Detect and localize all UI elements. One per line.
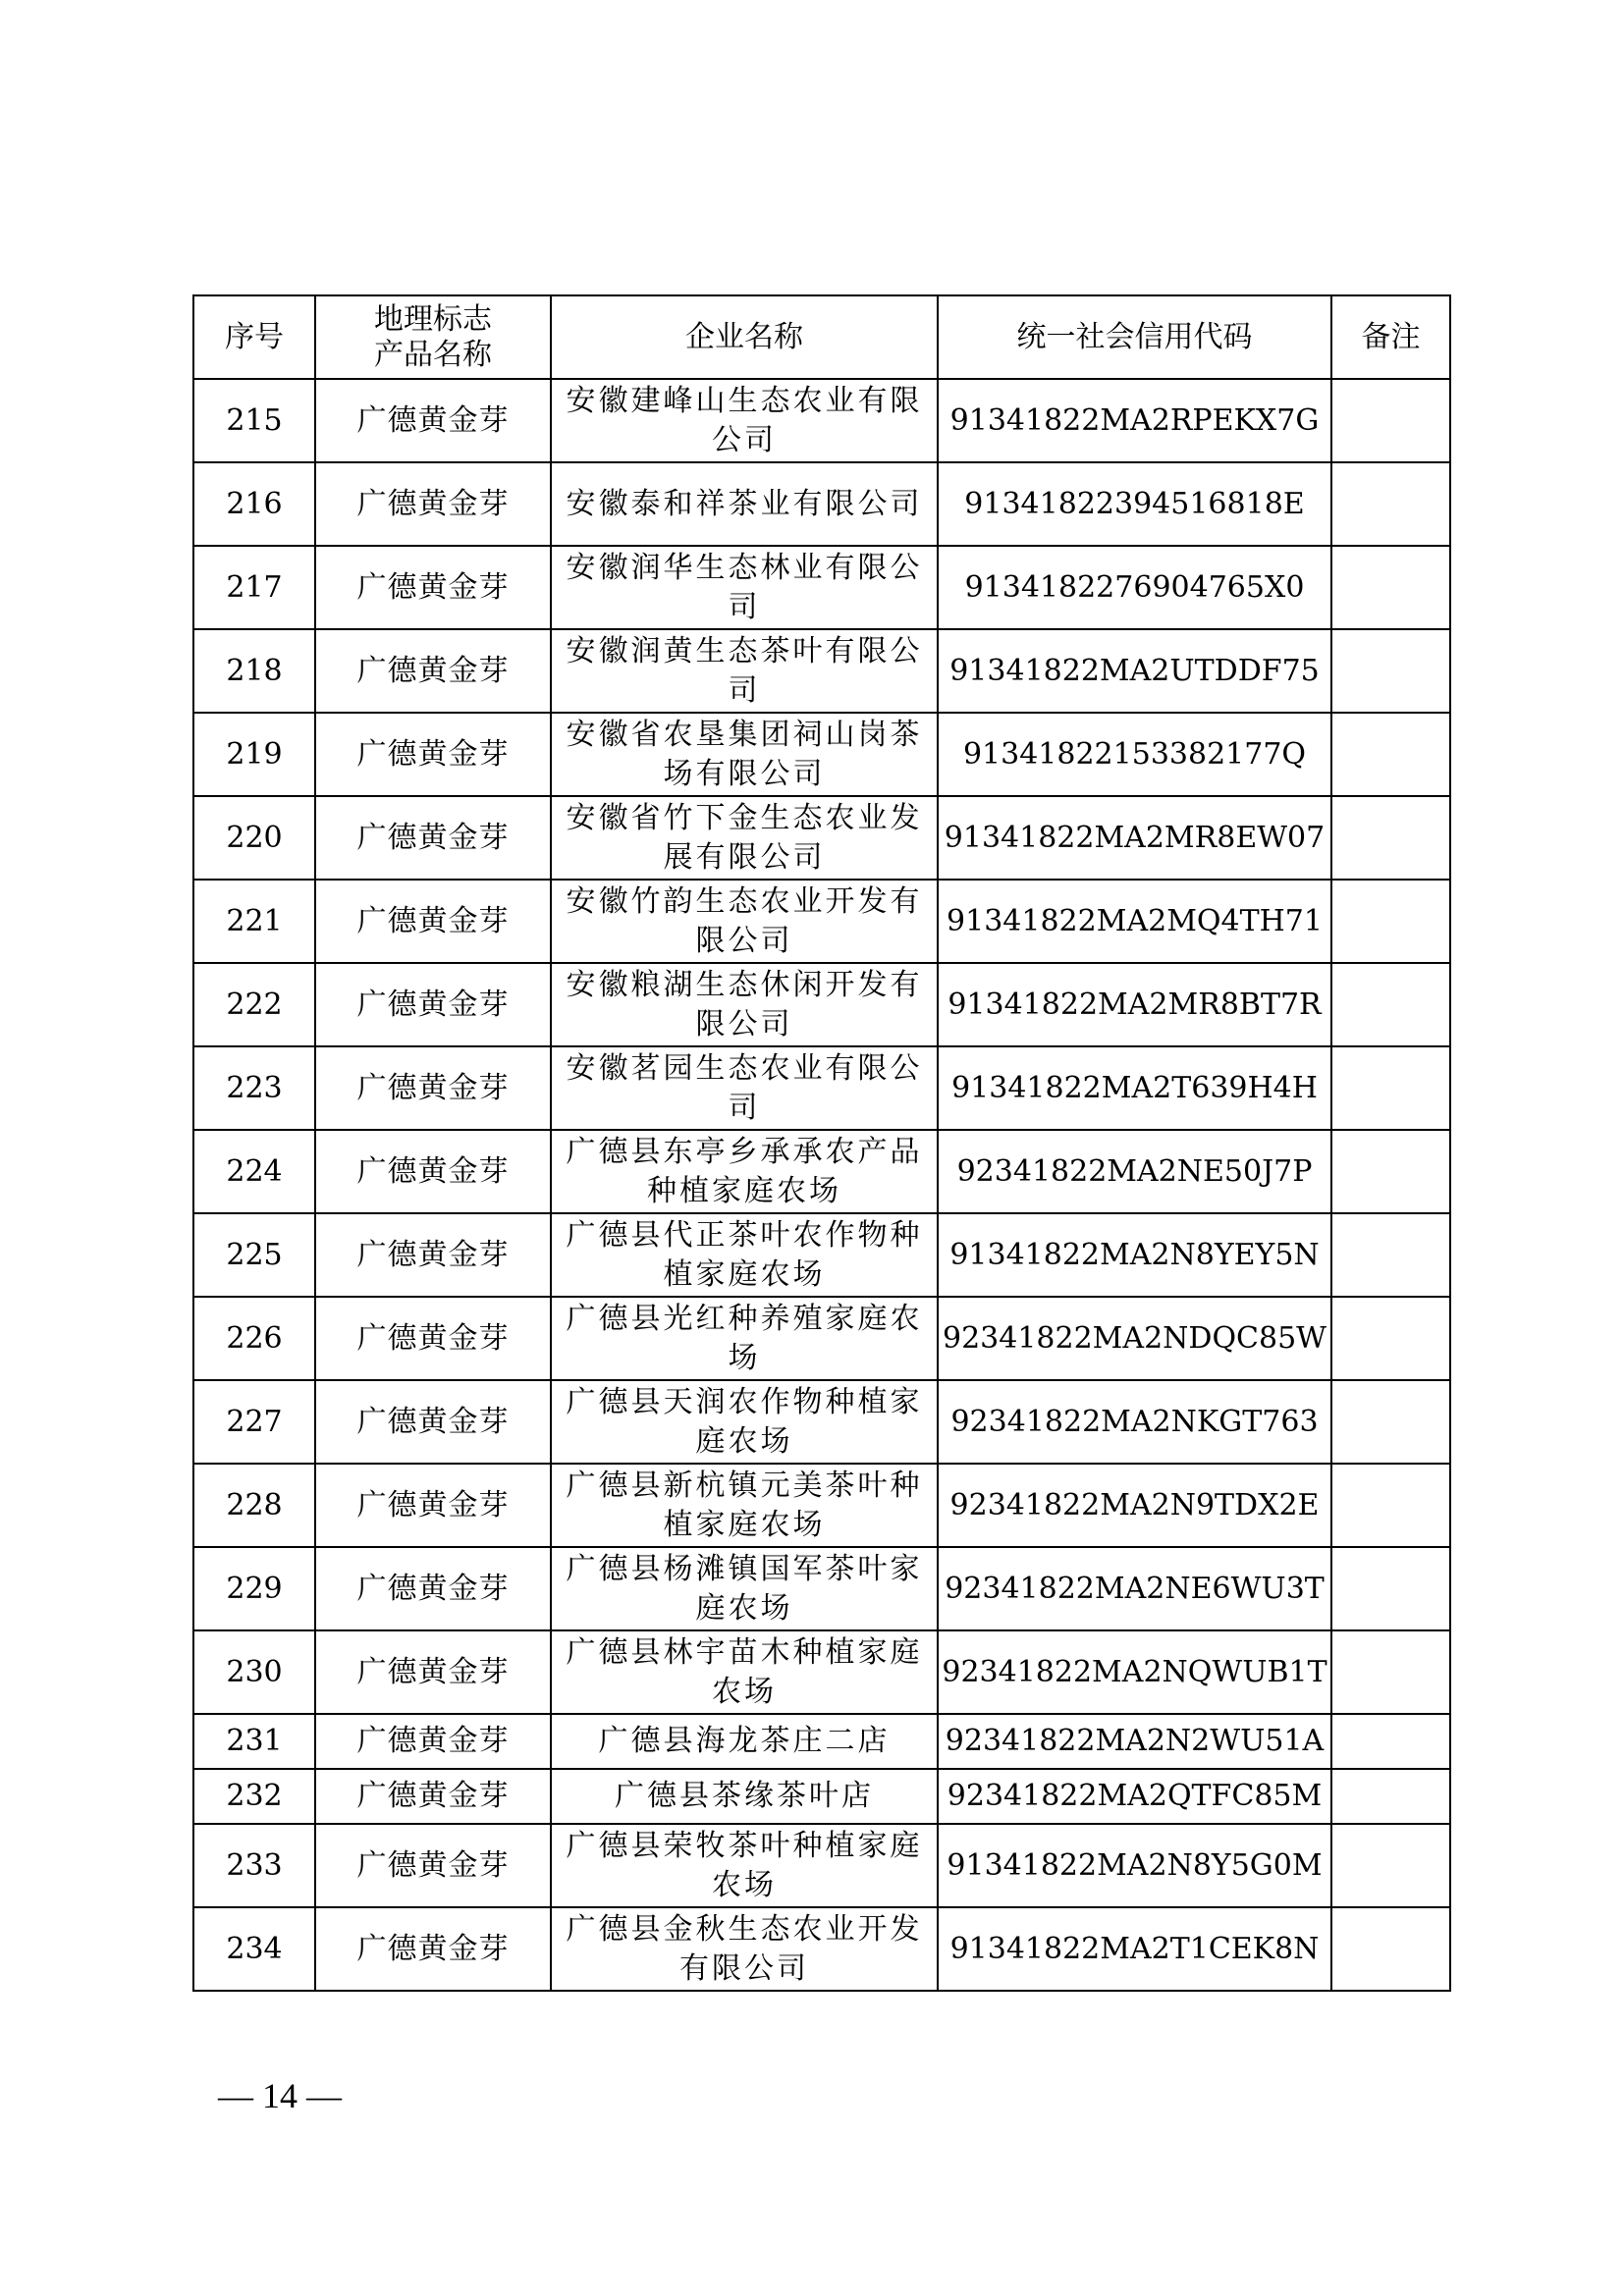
- header-company: 企业名称: [551, 295, 938, 379]
- table-row: [193, 546, 1450, 629]
- table-row: [193, 796, 1450, 880]
- cell-code: 92341822MA2NKGT763: [938, 1380, 1331, 1464]
- cell-product: 广德黄金芽: [315, 1213, 551, 1297]
- cell-code: 91341822MA2MR8EW07: [938, 796, 1331, 880]
- cell-remark: [1331, 546, 1450, 629]
- table-row: [193, 1380, 1450, 1464]
- cell-company: 广德县光红种养殖家庭农场: [551, 1297, 938, 1380]
- cell-seq: 215: [193, 379, 315, 462]
- header-product-line2: 产品名称: [374, 337, 492, 372]
- table-row: [193, 629, 1450, 713]
- cell-remark: [1331, 963, 1450, 1046]
- cell-remark: [1331, 379, 1450, 462]
- table-row: [193, 379, 1450, 462]
- cell-code: 91341822MA2RPEKX7G: [938, 379, 1331, 462]
- cell-code: 92341822MA2NQWUB1T: [938, 1630, 1331, 1714]
- cell-product: 广德黄金芽: [315, 713, 551, 796]
- cell-company: 安徽竹韵生态农业开发有限公司: [551, 880, 938, 963]
- cell-product: 广德黄金芽: [315, 1464, 551, 1547]
- cell-remark: [1331, 1907, 1450, 1991]
- cell-seq: 234: [193, 1907, 315, 1991]
- cell-remark: [1331, 1380, 1450, 1464]
- cell-seq: 227: [193, 1380, 315, 1464]
- cell-code: 91341822MA2T1CEK8N: [938, 1907, 1331, 1991]
- cell-company: 广德县海龙茶庄二店: [551, 1714, 938, 1769]
- cell-code: 92341822MA2NE50J7P: [938, 1130, 1331, 1213]
- cell-remark: [1331, 1769, 1450, 1824]
- page-number: — 14 —: [218, 2076, 342, 2115]
- cell-seq: 229: [193, 1547, 315, 1630]
- cell-code: 92341822MA2N9TDX2E: [938, 1464, 1331, 1547]
- cell-product: 广德黄金芽: [315, 880, 551, 963]
- cell-company: 安徽泰和祥茶业有限公司: [551, 462, 938, 546]
- cell-company: 广德县茶缘茶叶店: [551, 1769, 938, 1824]
- cell-seq: 216: [193, 462, 315, 546]
- cell-seq: 222: [193, 963, 315, 1046]
- cell-company: 广德县金秋生态农业开发有限公司: [551, 1907, 938, 1991]
- cell-remark: [1331, 1714, 1450, 1769]
- cell-company: 安徽茗园生态农业有限公司: [551, 1046, 938, 1130]
- cell-remark: [1331, 629, 1450, 713]
- cell-company: 安徽粮湖生态休闲开发有限公司: [551, 963, 938, 1046]
- table-row: [193, 1046, 1450, 1130]
- cell-company: 安徽润黄生态茶叶有限公司: [551, 629, 938, 713]
- cell-remark: [1331, 1547, 1450, 1630]
- cell-code: 92341822MA2NE6WU3T: [938, 1547, 1331, 1630]
- cell-remark: [1331, 796, 1450, 880]
- cell-product: 广德黄金芽: [315, 1714, 551, 1769]
- cell-seq: 220: [193, 796, 315, 880]
- header-product-line1: 地理标志: [374, 301, 492, 337]
- cell-code: 91341822MA2MQ4TH71: [938, 880, 1331, 963]
- cell-seq: 219: [193, 713, 315, 796]
- cell-product: 广德黄金芽: [315, 1380, 551, 1464]
- cell-company: 安徽省农垦集团祠山岗茶场有限公司: [551, 713, 938, 796]
- header-code: 统一社会信用代码: [938, 295, 1331, 379]
- table-row: [193, 462, 1450, 546]
- cell-remark: [1331, 1297, 1450, 1380]
- cell-code: 91341822MA2MR8BT7R: [938, 963, 1331, 1046]
- cell-seq: 225: [193, 1213, 315, 1297]
- header-remark: 备注: [1331, 295, 1450, 379]
- table-row: [193, 1297, 1450, 1380]
- cell-company: 广德县林宇苗木种植家庭农场: [551, 1630, 938, 1714]
- table-row: [193, 1547, 1450, 1630]
- cell-product: 广德黄金芽: [315, 379, 551, 462]
- table-row: [193, 1464, 1450, 1547]
- cell-company: 广德县代正茶叶农作物种植家庭农场: [551, 1213, 938, 1297]
- cell-product: 广德黄金芽: [315, 1130, 551, 1213]
- cell-code: 91341822MA2UTDDF75: [938, 629, 1331, 713]
- table-body: [193, 379, 1450, 1991]
- table-row: [193, 1130, 1450, 1213]
- cell-product: 广德黄金芽: [315, 1630, 551, 1714]
- cell-seq: 218: [193, 629, 315, 713]
- cell-seq: 233: [193, 1824, 315, 1907]
- cell-product: 广德黄金芽: [315, 1824, 551, 1907]
- cell-seq: 230: [193, 1630, 315, 1714]
- cell-code: 91341822MA2T639H4H: [938, 1046, 1331, 1130]
- cell-code: 92341822MA2QTFC85M: [938, 1769, 1331, 1824]
- cell-seq: 232: [193, 1769, 315, 1824]
- cell-code: 92341822MA2N2WU51A: [938, 1714, 1331, 1769]
- cell-seq: 223: [193, 1046, 315, 1130]
- cell-product: 广德黄金芽: [315, 1907, 551, 1991]
- cell-product: 广德黄金芽: [315, 546, 551, 629]
- cell-company: 广德县新杭镇元美茶叶种植家庭农场: [551, 1464, 938, 1547]
- cell-remark: [1331, 713, 1450, 796]
- cell-remark: [1331, 1130, 1450, 1213]
- table-row: [193, 880, 1450, 963]
- cell-remark: [1331, 1213, 1450, 1297]
- header-product: [315, 295, 551, 379]
- cell-company: 安徽润华生态林业有限公司: [551, 546, 938, 629]
- cell-product: 广德黄金芽: [315, 1046, 551, 1130]
- table-row: [193, 1907, 1450, 1991]
- table-row: [193, 1213, 1450, 1297]
- table-row: [193, 1714, 1450, 1769]
- cell-remark: [1331, 1630, 1450, 1714]
- table-row: [193, 1769, 1450, 1824]
- cell-company: 广德县杨滩镇国军茶叶家庭农场: [551, 1547, 938, 1630]
- cell-code: 91341822394516818E: [938, 462, 1331, 546]
- cell-product: 广德黄金芽: [315, 629, 551, 713]
- cell-remark: [1331, 462, 1450, 546]
- cell-code: 91341822MA2N8Y5G0M: [938, 1824, 1331, 1907]
- cell-remark: [1331, 1464, 1450, 1547]
- cell-product: 广德黄金芽: [315, 1297, 551, 1380]
- cell-seq: 217: [193, 546, 315, 629]
- cell-company: 安徽建峰山生态农业有限公司: [551, 379, 938, 462]
- cell-product: 广德黄金芽: [315, 963, 551, 1046]
- cell-code: 91341822153382177Q: [938, 713, 1331, 796]
- cell-company: 广德县荣牧茶叶种植家庭农场: [551, 1824, 938, 1907]
- cell-code: 9134182276904765X0: [938, 546, 1331, 629]
- table-row: [193, 713, 1450, 796]
- cell-product: 广德黄金芽: [315, 462, 551, 546]
- cell-product: 广德黄金芽: [315, 1769, 551, 1824]
- cell-code: 91341822MA2N8YEY5N: [938, 1213, 1331, 1297]
- cell-product: 广德黄金芽: [315, 1547, 551, 1630]
- cell-product: 广德黄金芽: [315, 796, 551, 880]
- cell-company: 安徽省竹下金生态农业发展有限公司: [551, 796, 938, 880]
- cell-remark: [1331, 880, 1450, 963]
- cell-code: 92341822MA2NDQC85W: [938, 1297, 1331, 1380]
- cell-seq: 221: [193, 880, 315, 963]
- header-seq: 序号: [193, 295, 315, 379]
- table-row: [193, 1630, 1450, 1714]
- cell-remark: [1331, 1824, 1450, 1907]
- cell-seq: 224: [193, 1130, 315, 1213]
- cell-seq: 226: [193, 1297, 315, 1380]
- enterprise-table: [192, 294, 1451, 1992]
- cell-remark: [1331, 1046, 1450, 1130]
- cell-company: 广德县天润农作物种植家庭农场: [551, 1380, 938, 1464]
- table-header-row: [193, 295, 1450, 379]
- table-row: [193, 1824, 1450, 1907]
- cell-company: 广德县东亭乡承承农产品种植家庭农场: [551, 1130, 938, 1213]
- cell-seq: 231: [193, 1714, 315, 1769]
- cell-seq: 228: [193, 1464, 315, 1547]
- table-row: [193, 963, 1450, 1046]
